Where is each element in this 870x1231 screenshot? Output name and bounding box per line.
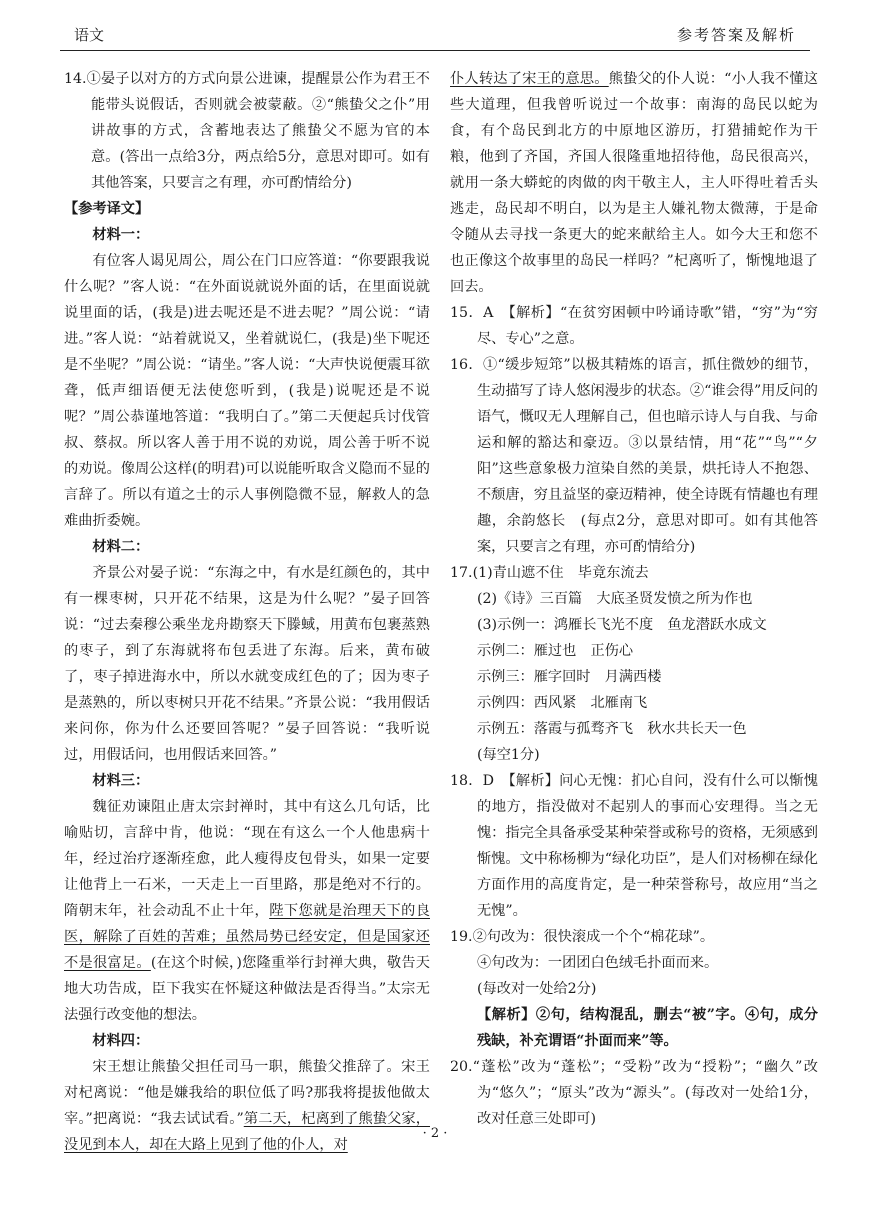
translation-heading: 【参考译文】 — [64, 201, 150, 217]
material-3-text — [64, 794, 430, 1028]
material-2-heading: 材料二： — [92, 539, 150, 555]
material-4-continued — [450, 66, 818, 300]
answer-20: 20.“蓬松”改为“蓬松”；“受粉”改为“授粉”；“幽久”改为“悠久”；“原头”改为“源头”。(每改对一处给1分，改对任意三处即可) — [450, 1059, 818, 1127]
answer-17-3-ex2: 示例二：雁过也 正伤心 — [476, 643, 634, 659]
right-column — [450, 66, 818, 1132]
page-header — [60, 14, 810, 51]
answer-17-3-ex4: 示例四：西风紧 北雁南飞 — [476, 695, 648, 711]
material-1-text: 有位客人谒见周公，周公在门口应答道：“你要跟我说什么呢？”客人说：“在外面说就说外面的话，在里面说就说里面的话，(我是)进去呢还是不进去呢？”周公说：“请进。”客人说：“站着就说又，坐着就说仁，(我是)坐下呢还是不坐呢？”周公说：“请坐。”客人说：“大声快说便震耳欲聋，低声细语便无法使您听到，(我是)说呢还是不说呢？”周公恭谨地答道：“我明白了。”第二天便起兵讨伐管叔、蔡叔。所以客人善于用不说的劝说，周公善于听不说的劝说。像周公这样(的明君)可以说能听取含义隐而不显的言辞了。所以有道之士的示人事例隐微不显，解救人的急难曲折委婉。 — [64, 253, 430, 529]
material-1-heading: 材料一： — [92, 227, 150, 243]
subject-label: 语文 — [74, 26, 105, 44]
answer-17-3-ex1: (3)示例一：鸿雁长飞光不度 鱼龙潜跃水成文 — [476, 617, 767, 633]
material-3-underlined: 陛下您就是治理天下的良医，解除了百姓的苦难；虽然局势已经安定，但是国家还不是很富足。 — [64, 903, 430, 971]
answer-19-2: 19.②句改为：很快滚成一个个“棉花球”。 — [450, 929, 715, 945]
answer-17-1: 17.(1)青山遮不住 毕竟东流去 — [450, 565, 649, 581]
answer-17-3-ex3: 示例三：雁字回时 月满西楼 — [476, 669, 662, 685]
answer-17-scoring: (每空1分) — [476, 747, 540, 763]
answer-17-2: (2)《诗》三百篇 大底圣贤发愤之所为作也 — [476, 591, 753, 607]
material-4-underlined: 第二天，杞离到了熊蛰父家，没见到本人，却在大路上见到了他的仆人，对 — [64, 1111, 430, 1153]
answer-15: 15．A 【解析】“在贫穷困顿中吟诵诗歌”错，“穷”为“穷尽、专心”之意。 — [450, 305, 818, 347]
answer-19-analysis: 【解析】②句，结构混乱，删去“被”字。④句，成分残缺，补充谓语“扑面而来”等。 — [476, 1007, 818, 1049]
section-title: 参考答案及解析 — [676, 26, 796, 44]
material-4-underlined-cont: 仆人转达了宋王的意思。 — [450, 71, 609, 87]
material-4-text-a: 宋王想让熊蛰父担任司马一职，熊蛰父推辞了。宋王对杞离说：“他是嫌我给的职位低了吗?那我将提拔他做太宰。”把离说：“我去试试看。” — [64, 1059, 430, 1127]
material-4-text-c: 熊蛰父的仆人说：“小人我不懂这些大道理，但我曾听说过一个故事：南海的岛民以蛇为食，有个岛民到北方的中原地区游历，打猎捕蛇作为干粮，他到了齐国，齐国人很隆重地招待他，岛民很高兴，就用一条大蟒蛇的肉做的肉干敬主人，主人吓得吐着舌头逃走，岛民却不明白，以为是主人嫌礼物太微薄，于是命令随从去寻找一条更大的蛇来献给主人。如今大王和您不也正像这个故事里的岛民一样吗？”杞离听了，惭愧地退了回去。 — [450, 71, 818, 295]
material-3-heading: 材料三： — [92, 773, 150, 789]
answer-14: 14.①晏子以对方的方式向景公进谏，提醒景公作为君王不能带头说假话，否则就会被蒙蔽。②“熊蛰父之仆”用讲故事的方式，含蓄地表达了熊蛰父不愿为官的本意。(答出一点给3分，两点给5分，意思对即可。如有其他答案，只要言之有理，亦可酌情给分) — [64, 71, 430, 191]
answer-17-3-ex5: 示例五：落霞与孤骛齐飞 秋水共长天一色 — [476, 721, 747, 737]
material-4-heading: 材料四： — [92, 1033, 150, 1049]
material-3-text-a: 魏征劝谏阻止唐太宗封禅时，其中有这么几句话，比喻贴切，言辞中肯，他说：“现在有这么一个人他患病十年，经过治疗逐渐痊愈，此人瘦得皮包骨头，如果一定要让他背上一石米，一天走上一百里路，那是绝对不行的。隋朝末年，社会动乱不止十年， — [64, 799, 430, 919]
answer-16: 16．①“缓步短筇”以极其精炼的语言，抓住微妙的细节，生动描写了诗人悠闲漫步的状态。②“谁会得”用反问的语气，慨叹无人理解自己，但也暗示诗人与自我、与命运和解的豁达和豪迈。③以景结情，用“花”“鸟”“夕阳”这些意象极力渲染自然的美景，烘托诗人不抱怨、不颓唐，穷且益坚的豪迈精神，使全诗既有情趣也有理趣，余韵悠长 (每点2分，意思对即可。如有其他答案，只要言之有理，亦可酌情给分) — [450, 357, 818, 555]
answer-19-scoring: (每改对一处给2分) — [476, 981, 597, 997]
page-number: · 2 · — [422, 1126, 448, 1141]
material-3-text-b: (在这个时候，)您隆重举行封禅大典，敬告天地大功告成，臣下我实在怀疑这种做法是否得当。”太宗无法强行改变他的想法。 — [64, 955, 430, 1023]
left-column — [64, 66, 430, 1158]
answer-18: 18．D 【解析】问心无愧：扪心自问，没有什么可以惭愧的地方，指没做对不起别人的事而心安理得。当之无愧：指完全具备承受某种荣誉或称号的资格，无须感到惭愧。文中称杨柳为“绿化功臣”，是人们对杨柳在绿化方面作用的高度肯定，是一种荣誉称号，故应用“当之无愧”。 — [450, 773, 818, 919]
material-2-text: 齐景公对晏子说：“东海之中，有水是红颜色的，其中有一棵枣树，只开花不结果，这是为什么呢？”晏子回答说：“过去秦穆公乘坐龙舟勘察天下滕蜮，用黄布包裹蒸熟的枣子，到了东海就将布包丢进了东海。后来，黄布破了，枣子掉进海水中，所以水就变成红色的了；因为枣子是蒸熟的，所以枣树只开花不结果。”齐景公说：“我用假话来问你，你为什么还要回答呢？”晏子回答说：“我听说过，用假话问，也用假话来回答。” — [64, 565, 430, 763]
answer-19-4: ④句改为：一团团白色绒毛扑面而来。 — [476, 955, 719, 971]
material-4-text — [64, 1054, 430, 1158]
